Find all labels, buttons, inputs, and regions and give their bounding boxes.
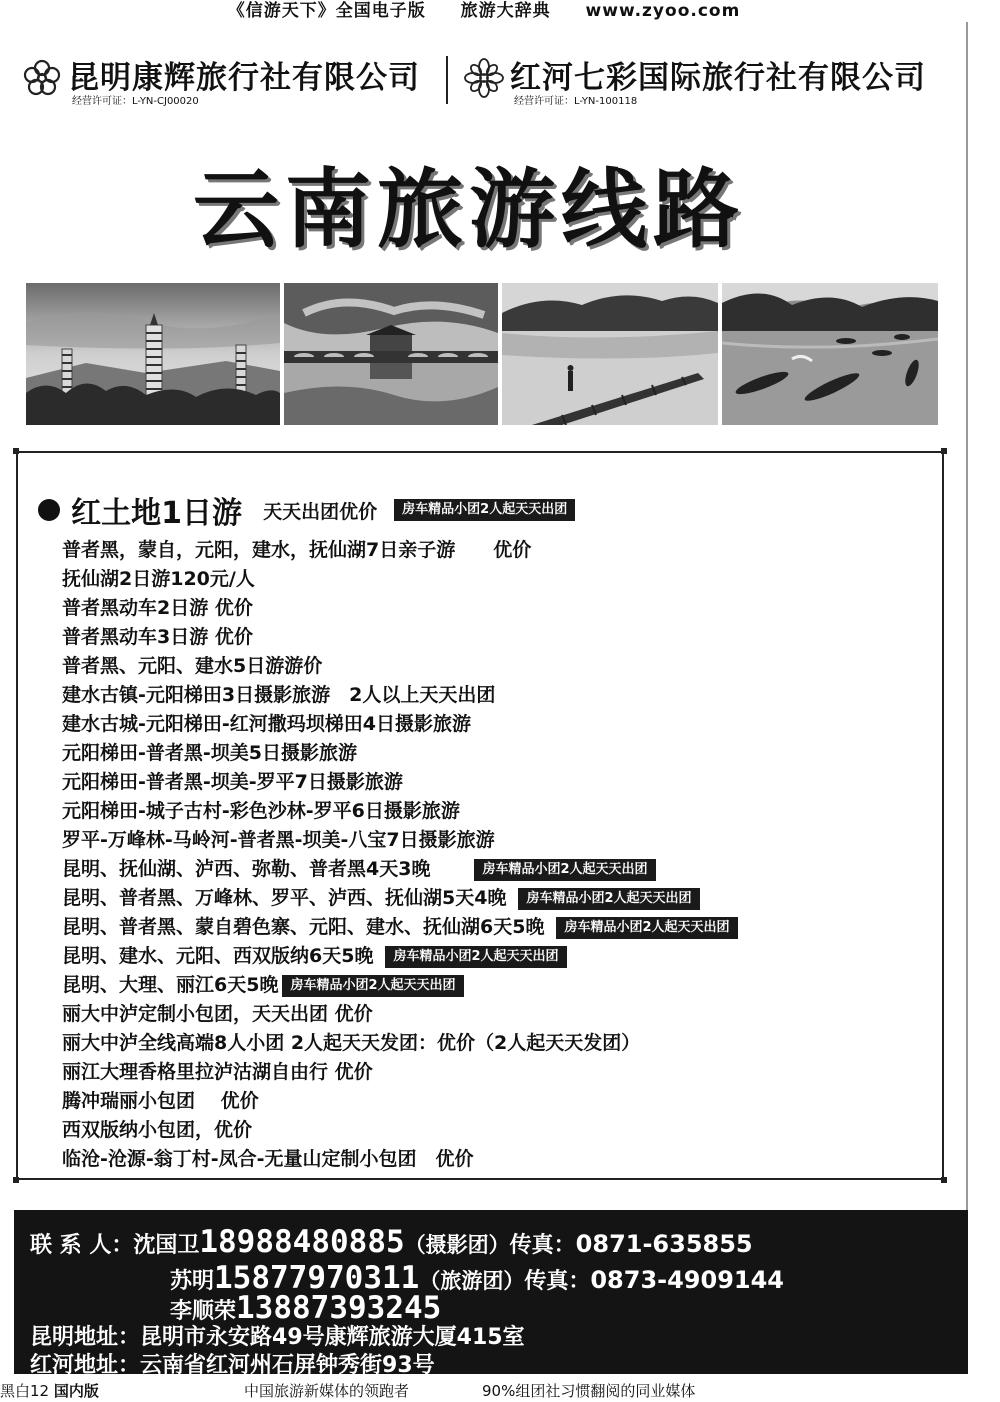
address-label: 昆明地址：: [30, 1325, 141, 1350]
contact-phone[interactable]: 18988480885: [199, 1224, 405, 1260]
featured-route[interactable]: [38, 488, 575, 531]
company-divider: [446, 56, 448, 104]
route-text: 普者黑动车2日游 优价: [62, 597, 253, 619]
route-text: 昆明、抚仙湖、泸西、弥勒、普者黑4天3晚: [62, 858, 431, 880]
route-text: 建水古城-元阳梯田-红河撒玛坝梯田4日摄影旅游: [62, 713, 471, 735]
route-item[interactable]: [62, 565, 942, 594]
company-license: 经营许可证：L-YN-CJ00020: [72, 96, 199, 107]
route-item[interactable]: [62, 1087, 942, 1116]
footer-slogan-1: 中国旅游新媒体的领跑者: [244, 1382, 410, 1400]
address-row-honghe: [30, 1348, 435, 1379]
contact-name: 沈国卫: [133, 1233, 200, 1258]
contact-phone[interactable]: 13887393245: [236, 1290, 442, 1326]
header-url[interactable]: www.zyoo.com: [585, 1, 741, 21]
route-badge: 房车精品小团2人起天天出团: [385, 946, 566, 968]
bridge-reflection-photo: [284, 283, 498, 425]
route-item[interactable]: [62, 855, 942, 884]
featured-subtitle: 天天出团优价: [263, 500, 378, 523]
company-block-qicai: [464, 52, 964, 110]
route-text: 昆明、普者黑、蒙自碧色寨、元阳、建水、抚仙湖6天5晚: [62, 916, 545, 938]
route-text: 腾冲瑞丽小包团 优价: [62, 1090, 259, 1112]
contact-name: 李顺荣: [170, 1299, 237, 1324]
route-text: 元阳梯田-普者黑-坝美-罗平7日摄影旅游: [62, 771, 403, 793]
fax-label: 传真：: [509, 1233, 576, 1258]
contact-note: （旅游团）: [419, 1269, 525, 1293]
frame-corner-dot: [13, 1177, 19, 1183]
contact-name: 苏明: [170, 1269, 215, 1294]
route-text: 丽大中泸全线高端8人小团 2人起天天发团：优价（2人起天天发团）: [62, 1032, 641, 1054]
footer-page-number: 黑白12: [0, 1382, 50, 1400]
fax-number[interactable]: 0873-4909144: [590, 1266, 784, 1294]
frame-corner-dot: [941, 1177, 947, 1183]
route-text: 元阳梯田-城子古村-彩色沙林-罗平6日摄影旅游: [62, 800, 460, 822]
header-title: 《信游天下》全国电子版: [227, 1, 426, 21]
address-value: 云南省红河州石屏钟秀街93号: [140, 1353, 435, 1378]
featured-badge: 房车精品小团2人起天天出团: [394, 499, 575, 521]
contact-panel: [14, 1210, 968, 1378]
frame-corner-dot: [941, 448, 947, 454]
flower-logo-icon: [464, 58, 504, 98]
company-block-kanghui: [22, 52, 442, 110]
route-badge: 房车精品小团2人起天天出团: [518, 888, 699, 910]
top-header: [0, 0, 968, 22]
address-label: 红河地址：: [30, 1353, 141, 1378]
company-name: 昆明康辉旅行社有限公司: [68, 60, 420, 96]
featured-title: 红土地1日游: [71, 496, 242, 531]
contact-note: （摄影团）: [404, 1233, 510, 1257]
contact-phone[interactable]: 15877970311: [214, 1260, 420, 1296]
route-text: 昆明、普者黑、万峰林、罗平、泸西、抚仙湖5天4晚: [62, 887, 507, 909]
frame-corner-dot: [13, 448, 19, 454]
route-text: 西双版纳小包团，优价: [62, 1119, 253, 1141]
three-pagodas-photo: [26, 283, 280, 425]
route-item[interactable]: [62, 681, 942, 710]
route-text: 抚仙湖2日游120元/人: [62, 568, 255, 590]
route-item[interactable]: [62, 623, 942, 652]
header-subtitle: 旅游大辞典: [460, 1, 551, 21]
fax-number[interactable]: 0871-635855: [575, 1230, 753, 1258]
main-title: 云南旅游线路: [193, 160, 745, 260]
route-text: 建水古镇-元阳梯田3日摄影旅游 2人以上天天出团: [62, 684, 496, 706]
route-item[interactable]: [62, 768, 942, 797]
route-item[interactable]: [62, 1116, 942, 1145]
route-badge: 房车精品小团2人起天天出团: [282, 975, 463, 997]
page-footer: [0, 1380, 1000, 1402]
route-text: 昆明、大理、丽江6天5晚: [62, 974, 279, 996]
address-row-kunming: [30, 1320, 525, 1351]
route-text: 罗平-万峰林-马岭河-普者黑-坝美-八宝7日摄影旅游: [62, 829, 495, 851]
route-text: 普者黑，蒙自，元阳，建水，抚仙湖7日亲子游 优价: [62, 539, 532, 561]
address-value: 昆明市永安路49号康辉旅游大厦415室: [140, 1325, 525, 1350]
route-item[interactable]: [62, 797, 942, 826]
route-item[interactable]: [62, 884, 942, 913]
footer-slogan-2: 90%组团社习惯翻阅的同业媒体: [482, 1382, 696, 1400]
route-item[interactable]: [62, 1000, 942, 1029]
route-item[interactable]: [62, 594, 942, 623]
route-text: 丽江大理香格里拉泸沽湖自由行 优价: [62, 1061, 373, 1083]
bullet-icon: [38, 499, 60, 521]
contact-row-1: [30, 1224, 753, 1260]
route-item[interactable]: [62, 971, 942, 1000]
contact-label: 联 系 人：: [30, 1233, 134, 1258]
route-item[interactable]: [62, 942, 942, 971]
page-right-rule: [966, 22, 968, 1374]
route-text: 普者黑动车3日游 优价: [62, 626, 253, 648]
route-item[interactable]: [62, 826, 942, 855]
route-item[interactable]: [62, 1058, 942, 1087]
route-item[interactable]: [62, 1145, 942, 1174]
route-badge: 房车精品小团2人起天天出团: [474, 859, 655, 881]
route-text: 临沧-沧源-翁丁村-凤合-无量山定制小包团 优价: [62, 1148, 474, 1170]
footer-section: 国内版: [53, 1382, 99, 1400]
route-badge: 房车精品小团2人起天天出团: [556, 917, 737, 939]
route-text: 丽大中泸定制小包团，天天出团 优价: [62, 1003, 373, 1025]
lake-pier-photo: [502, 283, 718, 425]
route-item[interactable]: [62, 1029, 942, 1058]
flower-logo-icon: [22, 58, 62, 98]
footer-page: [0, 1380, 99, 1402]
route-text: 元阳梯田-普者黑-坝美5日摄影旅游: [62, 742, 357, 764]
route-text: 昆明、建水、元阳、西双版纳6天5晚: [62, 945, 374, 967]
company-license: 经营许可证：L-YN-100118: [514, 96, 638, 107]
company-name: 红河七彩国际旅行社有限公司: [510, 60, 926, 96]
route-item[interactable]: [62, 536, 942, 565]
route-item[interactable]: [62, 739, 942, 768]
route-list: [62, 536, 942, 1174]
route-text: 普者黑、元阳、建水5日游游价: [62, 655, 323, 677]
river-boats-photo: [722, 283, 938, 425]
route-item[interactable]: [62, 913, 942, 942]
fax-label: 传真：: [524, 1269, 591, 1294]
route-item[interactable]: [62, 710, 942, 739]
route-item[interactable]: [62, 652, 942, 681]
